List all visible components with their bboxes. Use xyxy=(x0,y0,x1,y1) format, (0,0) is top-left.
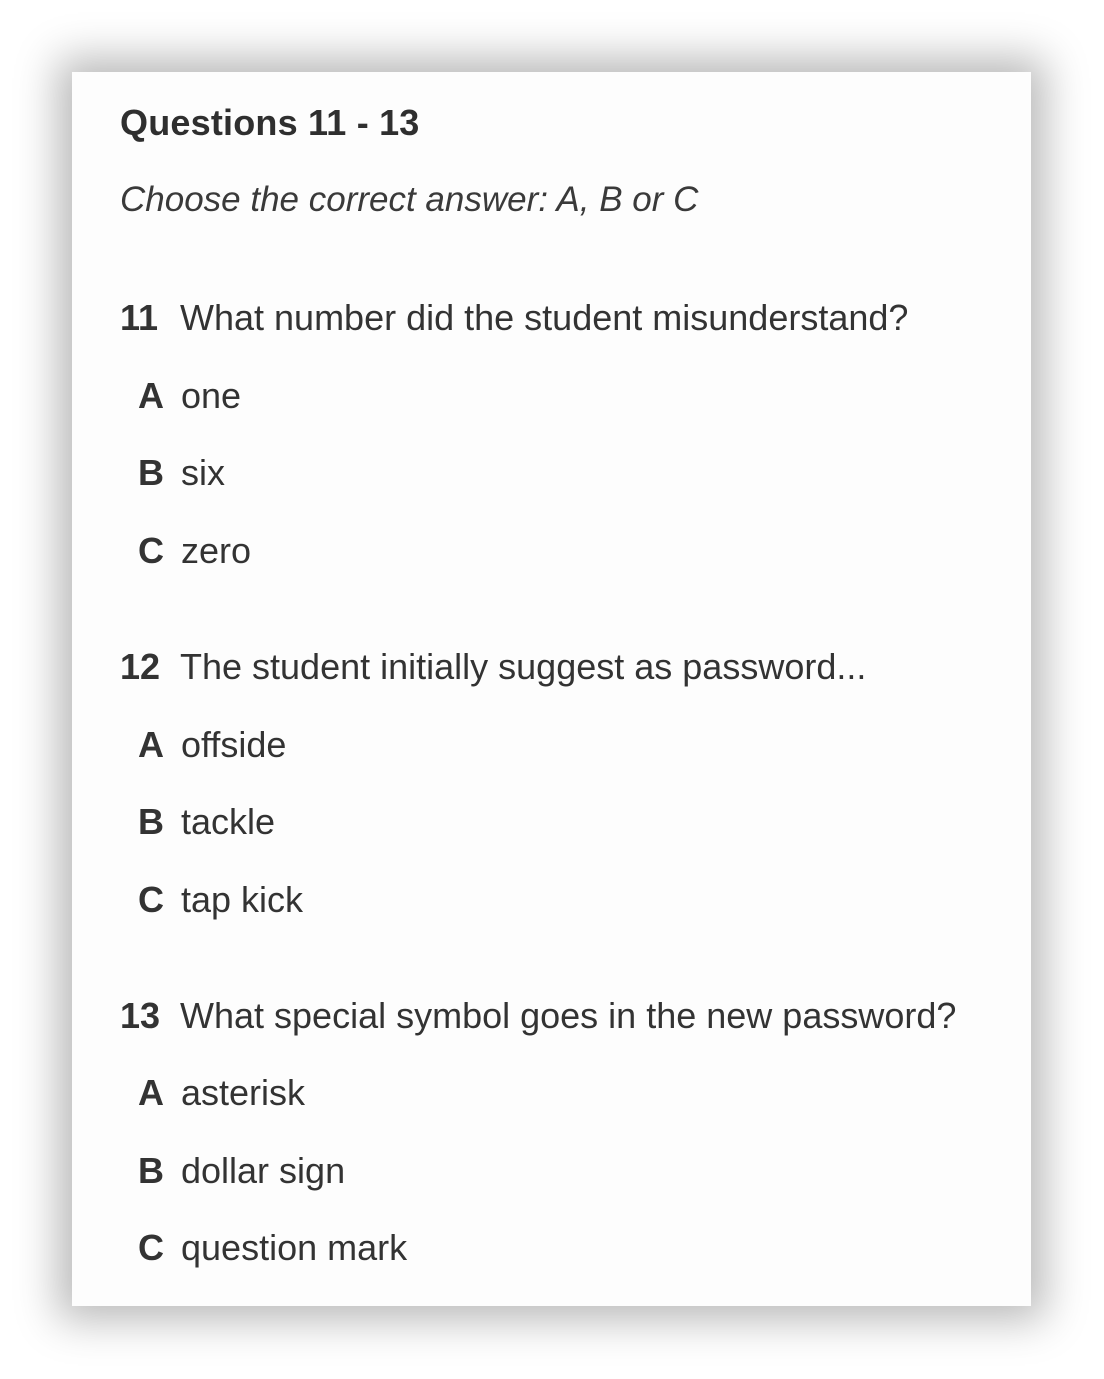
option-11-c[interactable] xyxy=(138,528,251,574)
option-11-a[interactable] xyxy=(138,373,241,419)
option-11-b[interactable] xyxy=(138,450,225,496)
question-text: What special symbol goes in the new password? xyxy=(180,995,957,1036)
option-letter: B xyxy=(138,1150,164,1191)
question-prompt xyxy=(120,644,866,690)
option-text: zero xyxy=(181,530,252,571)
option-letter: A xyxy=(138,1072,164,1113)
option-letter: A xyxy=(138,724,164,765)
option-text: one xyxy=(181,375,242,416)
section-title: Questions 11 - 13 xyxy=(120,102,420,143)
question-card xyxy=(72,72,1031,1306)
option-text: question mark xyxy=(181,1227,408,1268)
question-number: 11 xyxy=(120,297,159,338)
option-letter: C xyxy=(138,879,164,920)
question-number: 12 xyxy=(120,646,161,687)
question-12 xyxy=(120,644,866,690)
option-12-c[interactable] xyxy=(138,877,303,923)
question-prompt xyxy=(120,993,956,1039)
option-13-a[interactable] xyxy=(138,1070,305,1116)
option-letter: B xyxy=(138,801,164,842)
question-prompt xyxy=(120,295,908,341)
option-letter: B xyxy=(138,452,164,493)
option-text: six xyxy=(181,452,225,493)
question-13 xyxy=(120,993,956,1039)
option-12-b[interactable] xyxy=(138,799,275,845)
question-text: What number did the student misunderstand? xyxy=(180,297,909,338)
question-number: 13 xyxy=(120,995,161,1036)
option-text: tackle xyxy=(181,801,276,842)
option-text: asterisk xyxy=(181,1072,306,1113)
option-12-a[interactable] xyxy=(138,722,286,768)
option-letter: C xyxy=(138,530,164,571)
option-13-c[interactable] xyxy=(138,1225,407,1271)
question-11 xyxy=(120,295,908,341)
option-13-b[interactable] xyxy=(138,1148,345,1194)
question-text: The student initially suggest as password... xyxy=(180,646,867,687)
option-letter: C xyxy=(138,1227,164,1268)
option-text: offside xyxy=(181,724,287,765)
option-letter: A xyxy=(138,375,164,416)
option-text: dollar sign xyxy=(181,1150,346,1191)
option-text: tap kick xyxy=(181,879,304,920)
instruction-text: Choose the correct answer: A, B or C xyxy=(120,180,699,219)
